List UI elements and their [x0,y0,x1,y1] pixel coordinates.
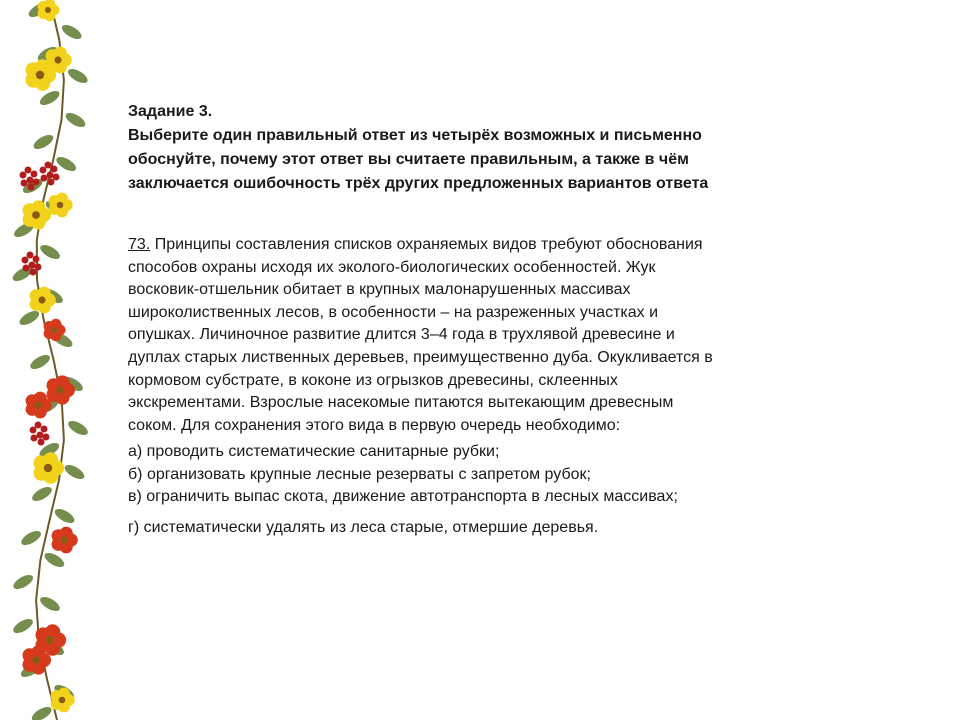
question-line: опушках. Личиночное развитие длится 3–4 года в трухлявой древесине и [128,326,675,344]
question-line: экскрементами. Взрослые насекомые питаются вытекающим древесным [128,394,674,412]
answer-options [128,441,828,539]
task-instruction-line-1: Выберите один правильный ответ из четырёх возможных и письменно [128,127,702,144]
answer-option-d: г) систематически удалять из леса старые, отмершие деревья. [128,518,599,536]
question-line: способов охраны исходя их эколого-биологических особенностей. Жук [128,258,656,276]
answer-option-a: а) проводить систематические санитарные рубки; [128,443,500,460]
question-line: кормовом субстрате, в коконе из огрызков древесины, склеенных [128,371,618,389]
answer-option-b: б) организовать крупные лесные резерваты с запретом рубок; [128,465,591,483]
question-line-1 [128,234,828,257]
task-instruction-line-3: заключается ошибочность трёх других предложенных вариантов ответа [128,175,709,192]
question-line: широколиственных лесов, в особенности – на разреженных участках и [128,303,659,321]
question-line: соком. Для сохранения этого вида в первую очередь необходимо: [128,416,621,434]
question-number: 73. [128,236,151,253]
question-line: восковик-отшельник обитает в крупных малонарушенных массивах [128,281,631,299]
question-line: дуплах старых лиственных деревьев, преимущественно дуба. Окукливается в [128,348,713,366]
answer-option-c: в) ограничить выпас скота, движение автотранспорта в лесных массивах; [128,488,678,506]
task-instruction-line-2: обоснуйте, почему этот ответ вы считаете правильным, а также в чём [128,151,689,168]
task-heading [128,100,828,196]
task-title: Задание 3. [128,103,213,120]
flower-garland-border-icon [0,0,100,720]
question-line-1-text: Принципы составления списков охраняемых видов требуют обоснования [150,236,703,253]
question-text [128,234,828,437]
